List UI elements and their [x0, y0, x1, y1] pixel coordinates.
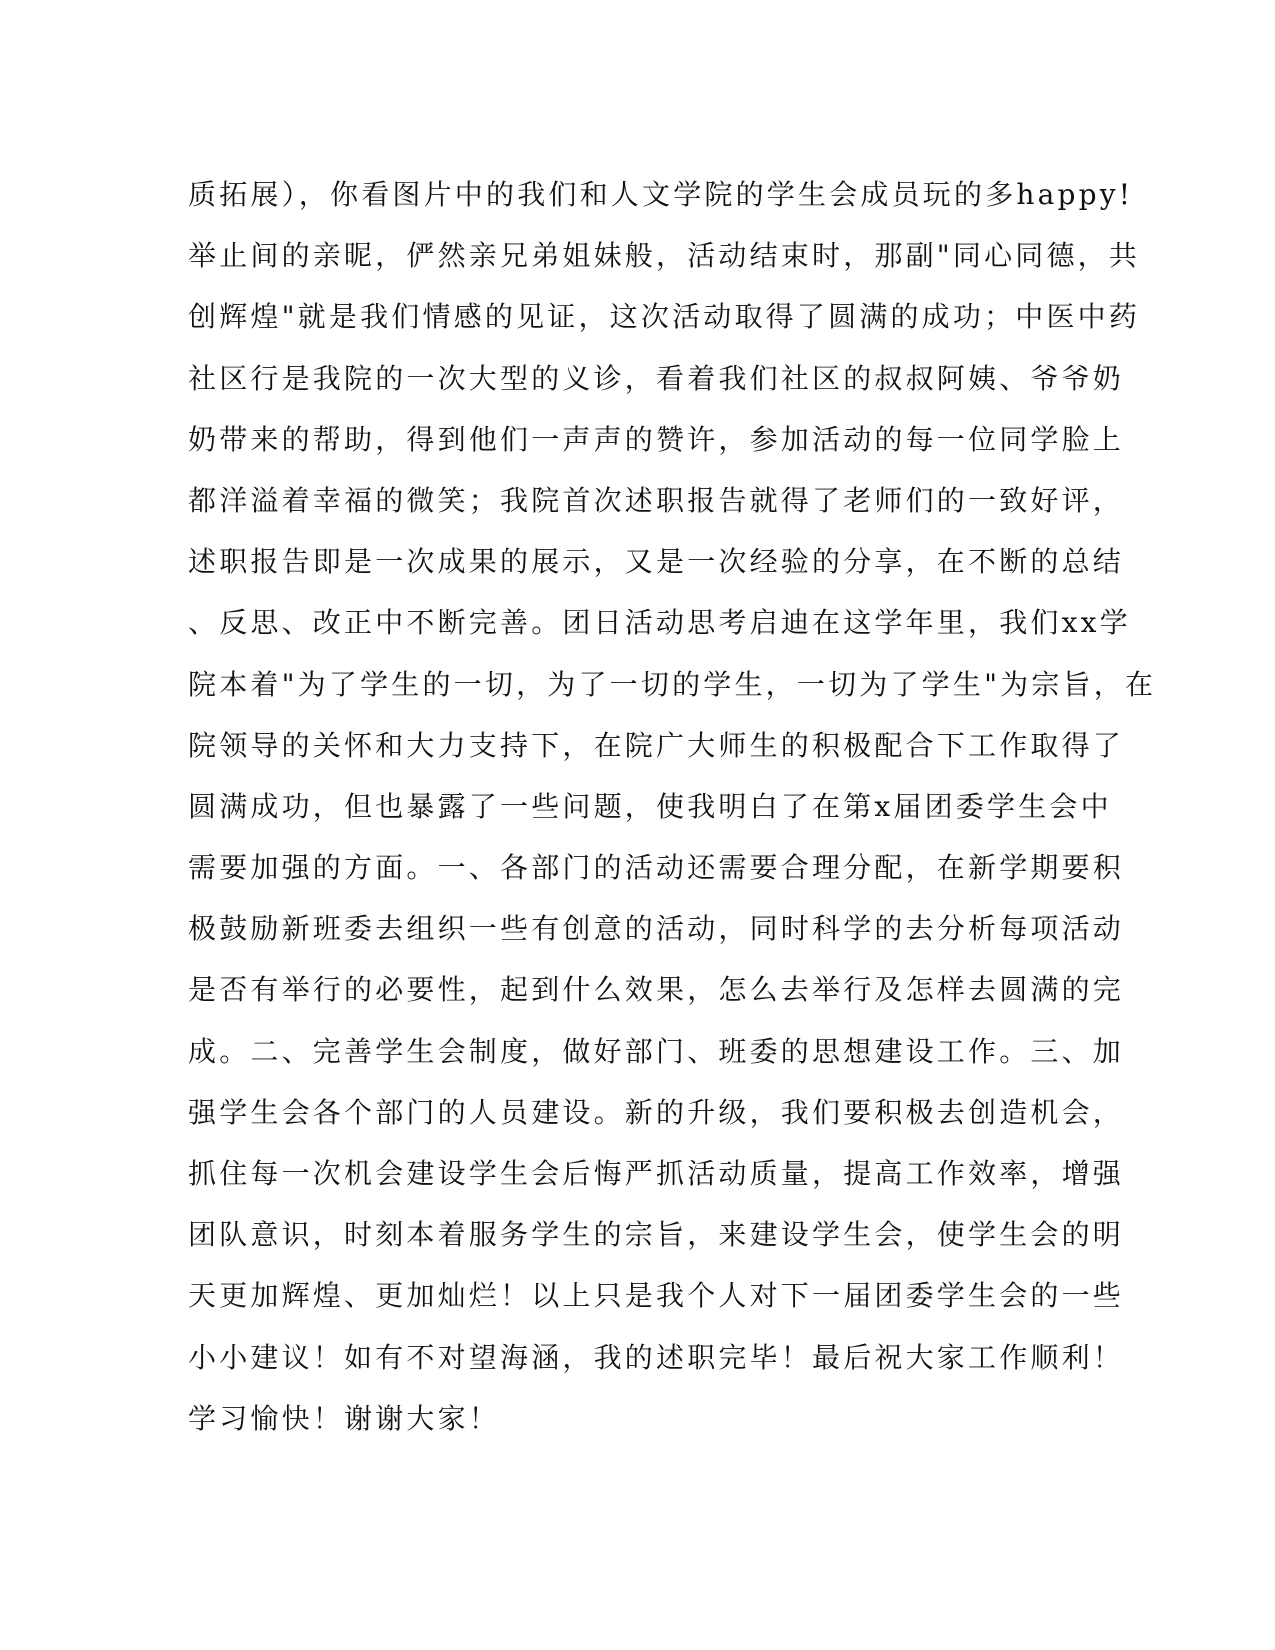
text-line: 强学生会各个部门的人员建设。新的升级，我们要积极去创造机会，: [188, 1095, 1125, 1129]
text-line: 小小建议！如有不对望海涵，我的述职完毕！最后祝大家工作顺利！: [188, 1340, 1125, 1374]
text-line: 创辉煌"就是我们情感的见证，这次活动取得了圆满的成功；中医中药: [188, 300, 1141, 334]
text-line: 院本着"为了学生的一切，为了一切的学生，一切为了学生"为宗旨，在: [188, 667, 1157, 701]
text-line: 举止间的亲昵，俨然亲兄弟姐妹般，活动结束时，那副"同心同德，共: [188, 239, 1141, 273]
text-line: 、反思、改正中不断完善。团日活动思考启迪在这学年里，我们xx学: [188, 606, 1131, 640]
text-line: 抓住每一次机会建设学生会后悔严抓活动质量，提高工作效率，增强: [188, 1157, 1125, 1190]
text-line: 是否有举行的必要性，起到什么效果，怎么去举行及怎样去圆满的完: [188, 973, 1125, 1007]
text-line: 都洋溢着幸福的微笑；我院首次述职报告就得了老师们的一致好评，: [188, 483, 1125, 517]
text-line: 社区行是我院的一次大型的义诊，看着我们社区的叔叔阿姨、爷爷奶: [188, 361, 1125, 395]
text-line: 需要加强的方面。一、各部门的活动还需要合理分配，在新学期要积: [188, 851, 1125, 885]
text-line: 极鼓励新班委去组织一些有创意的活动，同时科学的去分析每项活动: [188, 912, 1125, 946]
text-line: 述职报告即是一次成果的展示，又是一次经验的分享，在不断的总结: [188, 545, 1125, 579]
text-line: 成。二、完善学生会制度，做好部门、班委的思想建设工作。三、加: [188, 1034, 1125, 1068]
body-text: [188, 164, 1157, 1449]
text-line: 学习愉快！谢谢大家！: [188, 1401, 501, 1435]
text-line: 团队意识，时刻本着服务学生的宗旨，来建设学生会，使学生会的明: [188, 1218, 1125, 1252]
text-line: 质拓展），你看图片中的我们和人文学院的学生会成员玩的多happy!: [188, 178, 1134, 211]
text-line: 天更加辉煌、更加灿烂！以上只是我个人对下一届团委学生会的一些: [188, 1279, 1125, 1313]
text-line: 奶带来的帮助，得到他们一声声的赞许，参加活动的每一位同学脸上: [188, 422, 1125, 456]
text-line: 圆满成功，但也暴露了一些问题，使我明白了在第x届团委学生会中: [188, 789, 1112, 823]
text-line: 院领导的关怀和大力支持下，在院广大师生的积极配合下工作取得了: [188, 728, 1125, 762]
